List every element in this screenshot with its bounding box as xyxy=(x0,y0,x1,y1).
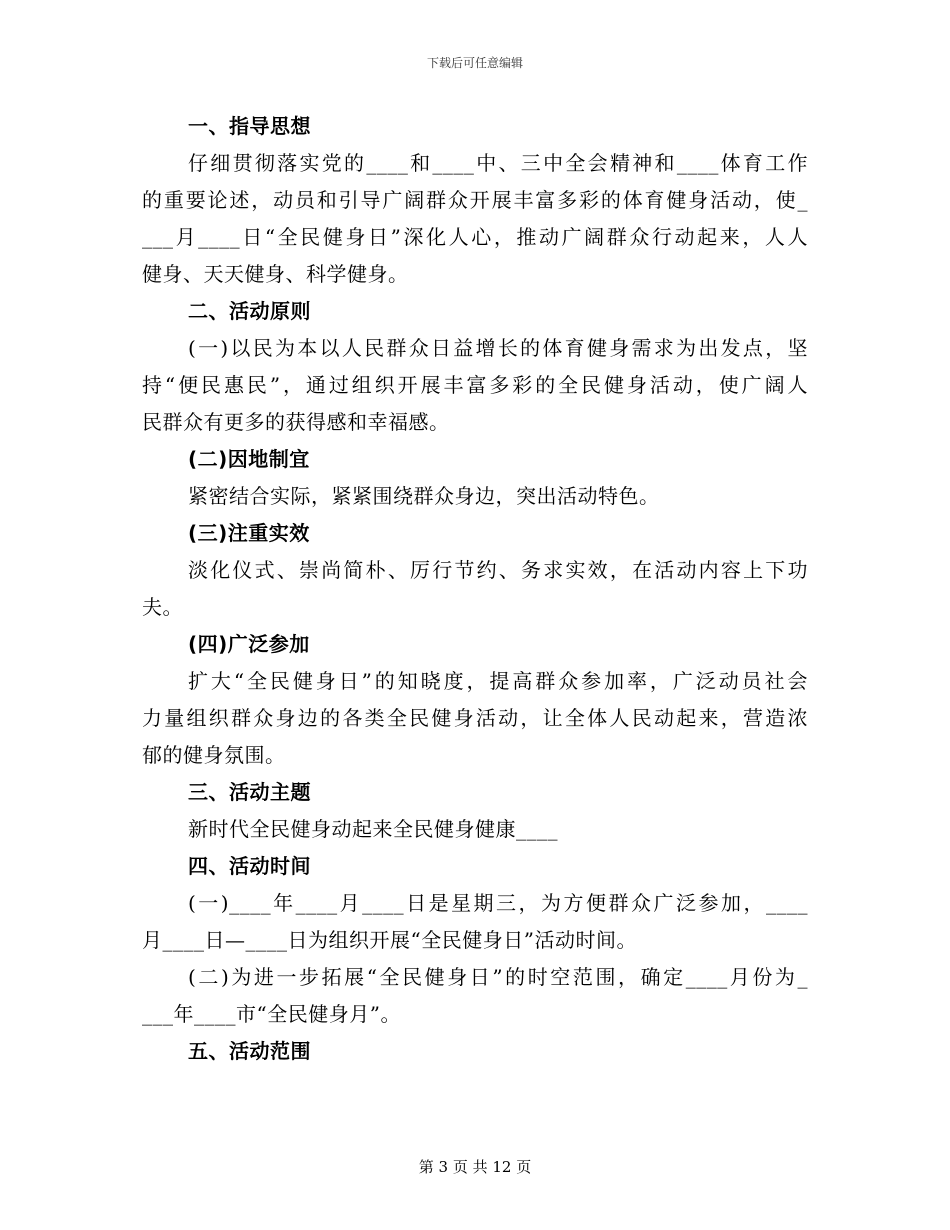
paragraph-line: (一)以民为本以人民群众日益增长的体育健身需求为出发点，坚 xyxy=(188,336,808,360)
paragraph-line: 新时代全民健身动起来全民健身健康____ xyxy=(188,817,558,841)
paragraph-line: 月____日—____日为组织开展“全民健身日”活动时间。 xyxy=(142,928,637,952)
paragraph-line: 扩大“全民健身日”的知晓度，提高群众参加率，广泛动员社会 xyxy=(188,669,808,693)
page-number: 第 3 页 共 12 页 xyxy=(418,1158,532,1176)
document-body xyxy=(142,108,808,1070)
paragraph-line: 健身、天天健身、科学健身。 xyxy=(142,262,409,286)
section-heading: 五、活动范围 xyxy=(188,1039,311,1063)
section-heading: (三)注重实效 xyxy=(188,521,310,545)
paragraph-line: ___月____日“全民健身日”深化人心，推动广阔群众行动起来，人人 xyxy=(142,225,808,249)
page-header-note: 下载后可任意编辑 xyxy=(426,56,523,70)
paragraph-line: 持“便民惠民”，通过组织开展丰富多彩的全民健身活动，使广阔人 xyxy=(142,373,808,397)
section-heading: 二、活动原则 xyxy=(188,299,311,323)
paragraph-line: (一)____年____月____日是星期三，为方便群众广泛参加，____ xyxy=(188,891,808,915)
paragraph-line: 民群众有更多的获得感和幸福感。 xyxy=(142,410,450,434)
section-heading: (二)因地制宜 xyxy=(188,447,310,471)
paragraph-line: (二)为进一步拓展“全民健身日”的时空范围，确定____月份为_ xyxy=(188,965,808,989)
paragraph-line: 仔细贯彻落实党的____和____中、三中全会精神和____体育工作 xyxy=(188,151,808,175)
paragraph-line: 力量组织群众身边的各类全民健身活动，让全体人民动起来，营造浓 xyxy=(142,706,808,730)
paragraph-line: 夫。 xyxy=(142,595,183,619)
section-heading: (四)广泛参加 xyxy=(188,632,310,656)
paragraph-line: ___年____市“全民健身月”。 xyxy=(142,1002,401,1026)
section-heading: 四、活动时间 xyxy=(188,854,311,878)
section-heading: 三、活动主题 xyxy=(188,780,311,804)
section-heading: 一、指导思想 xyxy=(188,114,311,138)
paragraph-line: 淡化仪式、崇尚简朴、厉行节约、务求实效，在活动内容上下功 xyxy=(188,558,808,582)
paragraph-line: 的重要论述，动员和引导广阔群众开展丰富多彩的体育健身活动，使_ xyxy=(142,188,808,212)
paragraph-line: 郁的健身氛围。 xyxy=(142,743,286,767)
paragraph-line: 紧密结合实际，紧紧围绕群众身边，突出活动特色。 xyxy=(188,484,660,508)
